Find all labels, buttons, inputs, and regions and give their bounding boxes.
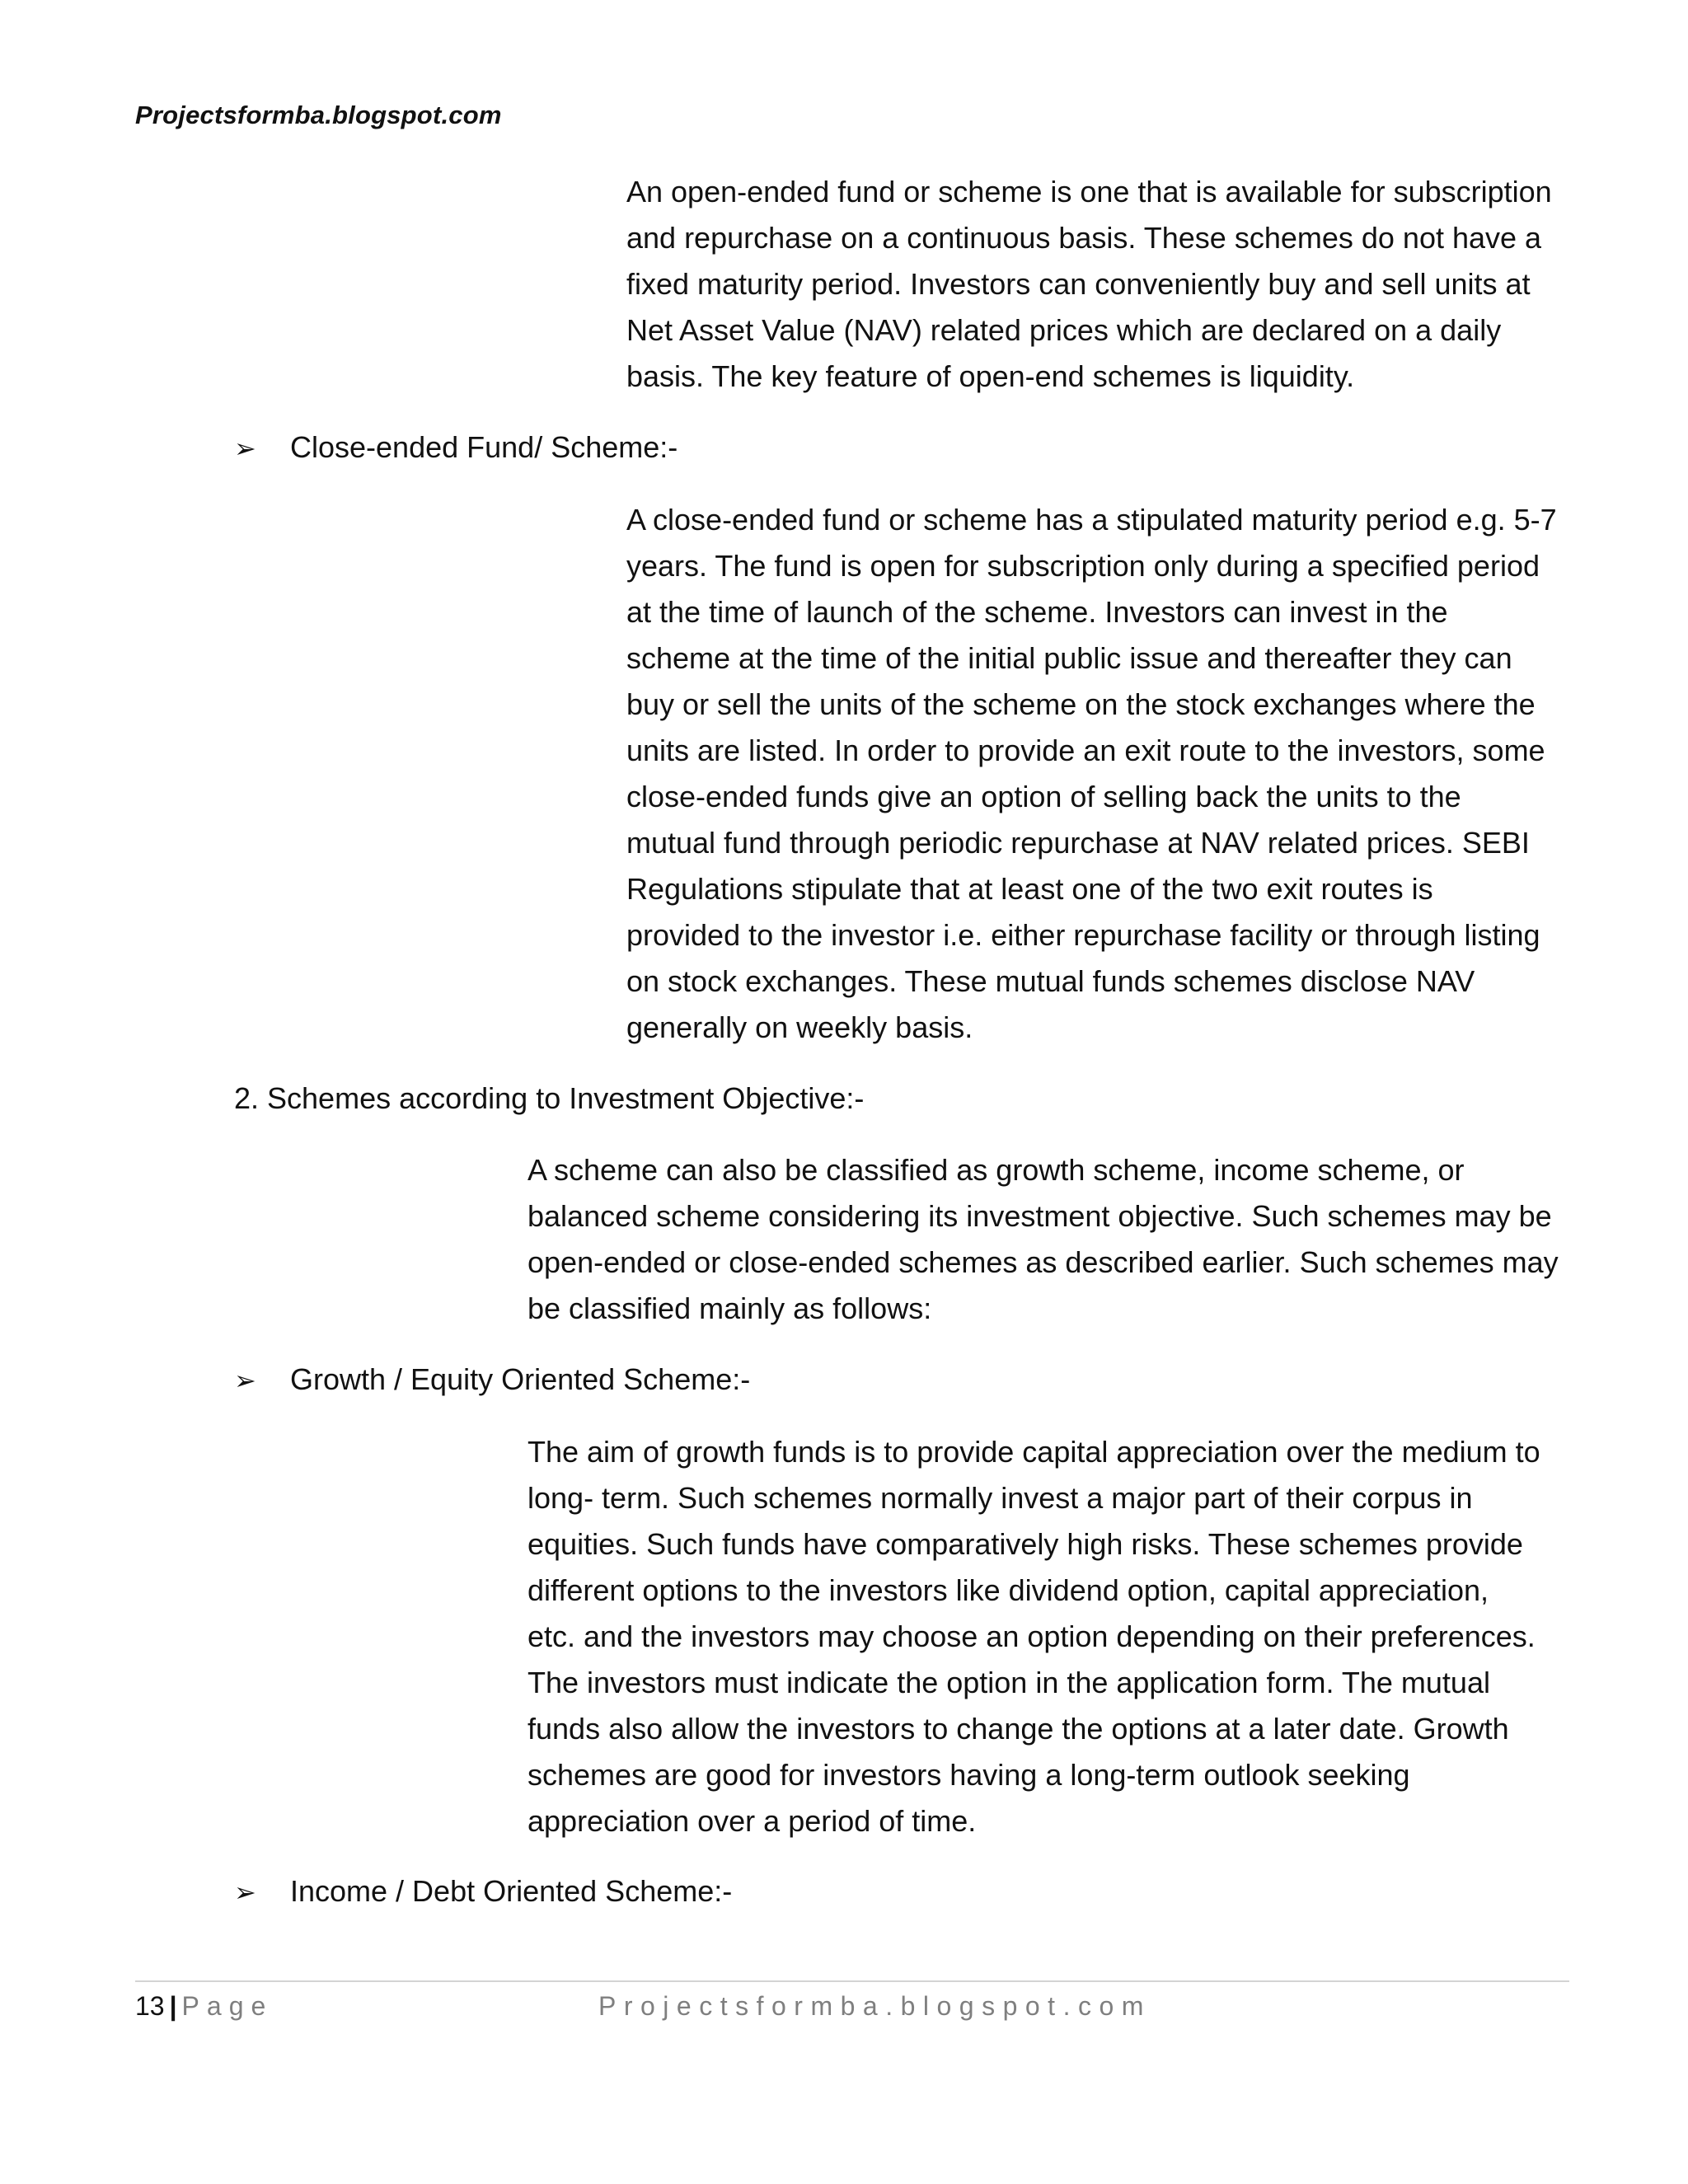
growth-heading-row xyxy=(234,1357,750,1404)
paragraph-line: etc. and the investors may choose an option depending on their preferences. xyxy=(528,1619,1536,1653)
growth-paragraph xyxy=(528,1429,1540,1844)
paragraph-line: different options to the investors like dividend option, capital appreciation, xyxy=(528,1573,1489,1607)
paragraph-line: buy or sell the units of the scheme on the stock exchanges where the xyxy=(626,687,1536,721)
close-ended-heading: Close-ended Fund/ Scheme:- xyxy=(290,430,678,464)
paragraph-line: appreciation over a period of time. xyxy=(528,1804,977,1838)
paragraph-line: on stock exchanges. These mutual funds schemes disclose NAV xyxy=(626,964,1475,998)
paragraph-line: provided to the investor i.e. either repurchase facility or through listing xyxy=(626,918,1540,952)
paragraph-line: and repurchase on a continuous basis. These schemes do not have a xyxy=(626,221,1542,255)
footer-site-name: Projectsformba.blogspot.com xyxy=(598,1991,1151,2021)
paragraph-line: An open-ended fund or scheme is one that is available for subscription xyxy=(626,175,1552,209)
header-site-name: Projectsformba.blogspot.com xyxy=(135,101,502,129)
paragraph-line: long- term. Such schemes normally invest a major part of their corpus in xyxy=(528,1481,1473,1515)
paragraph-line: funds also allow the investors to change the options at a later date. Growth xyxy=(528,1712,1509,1746)
paragraph-line: balanced scheme considering its investment objective. Such schemes may be xyxy=(528,1199,1552,1233)
investment-objective-heading: 2. Schemes according to Investment Objective:- xyxy=(234,1081,865,1115)
footer-page-indicator xyxy=(135,1988,273,2024)
open-ended-paragraph xyxy=(626,169,1552,400)
investment-objective-paragraph xyxy=(528,1147,1559,1332)
paragraph-line: mutual fund through periodic repurchase at NAV related prices. SEBI xyxy=(626,826,1530,860)
paragraph-line: be classified mainly as follows: xyxy=(528,1291,932,1325)
paragraph-line: schemes are good for investors having a long-term outlook seeking xyxy=(528,1758,1410,1792)
income-heading: Income / Debt Oriented Scheme:- xyxy=(290,1874,733,1908)
close-ended-paragraph xyxy=(626,497,1557,1051)
paragraph-line: The investors must indicate the option in the application form. The mutual xyxy=(528,1666,1490,1699)
paragraph-line: equities. Such funds have comparatively high risks. These schemes provide xyxy=(528,1527,1523,1561)
growth-heading: Growth / Equity Oriented Scheme:- xyxy=(290,1362,751,1396)
paragraph-line: Net Asset Value (NAV) related prices which are declared on a daily xyxy=(626,313,1502,347)
paragraph-line: The aim of growth funds is to provide capital appreciation over the medium to xyxy=(528,1435,1540,1469)
paragraph-line: close-ended funds give an option of selling back the units to the xyxy=(626,780,1461,813)
page-label: Page xyxy=(181,1991,274,2021)
paragraph-line: A scheme can also be classified as growth scheme, income scheme, or xyxy=(528,1153,1465,1187)
paragraph-line: scheme at the time of the initial public issue and thereafter they can xyxy=(626,641,1512,675)
paragraph-line: fixed maturity period. Investors can conveniently buy and sell units at xyxy=(626,267,1531,301)
paragraph-line: Regulations stipulate that at least one of the two exit routes is xyxy=(626,872,1433,906)
page-number: 13 xyxy=(135,1991,165,2021)
income-heading-row xyxy=(234,1868,732,1915)
footer-divider xyxy=(135,1980,1569,1982)
paragraph-line: units are listed. In order to provide an exit route to the investors, some xyxy=(626,733,1545,767)
arrow-bullet-icon: ➢ xyxy=(234,434,256,463)
arrow-bullet-icon: ➢ xyxy=(234,1877,256,1907)
close-ended-heading-row xyxy=(234,424,678,471)
paragraph-line: basis. The key feature of open-end schemes is liquidity. xyxy=(626,359,1355,393)
paragraph-line: open-ended or close-ended schemes as described earlier. Such schemes may xyxy=(528,1245,1559,1279)
paragraph-line: years. The fund is open for subscription only during a specified period xyxy=(626,549,1540,583)
paragraph-line: A close-ended fund or scheme has a stipulated maturity period e.g. 5-7 xyxy=(626,503,1557,537)
arrow-bullet-icon: ➢ xyxy=(234,1366,256,1395)
paragraph-line: at the time of launch of the scheme. Investors can invest in the xyxy=(626,595,1448,629)
paragraph-line: generally on weekly basis. xyxy=(626,1010,973,1044)
page-separator: | xyxy=(169,1991,177,2021)
